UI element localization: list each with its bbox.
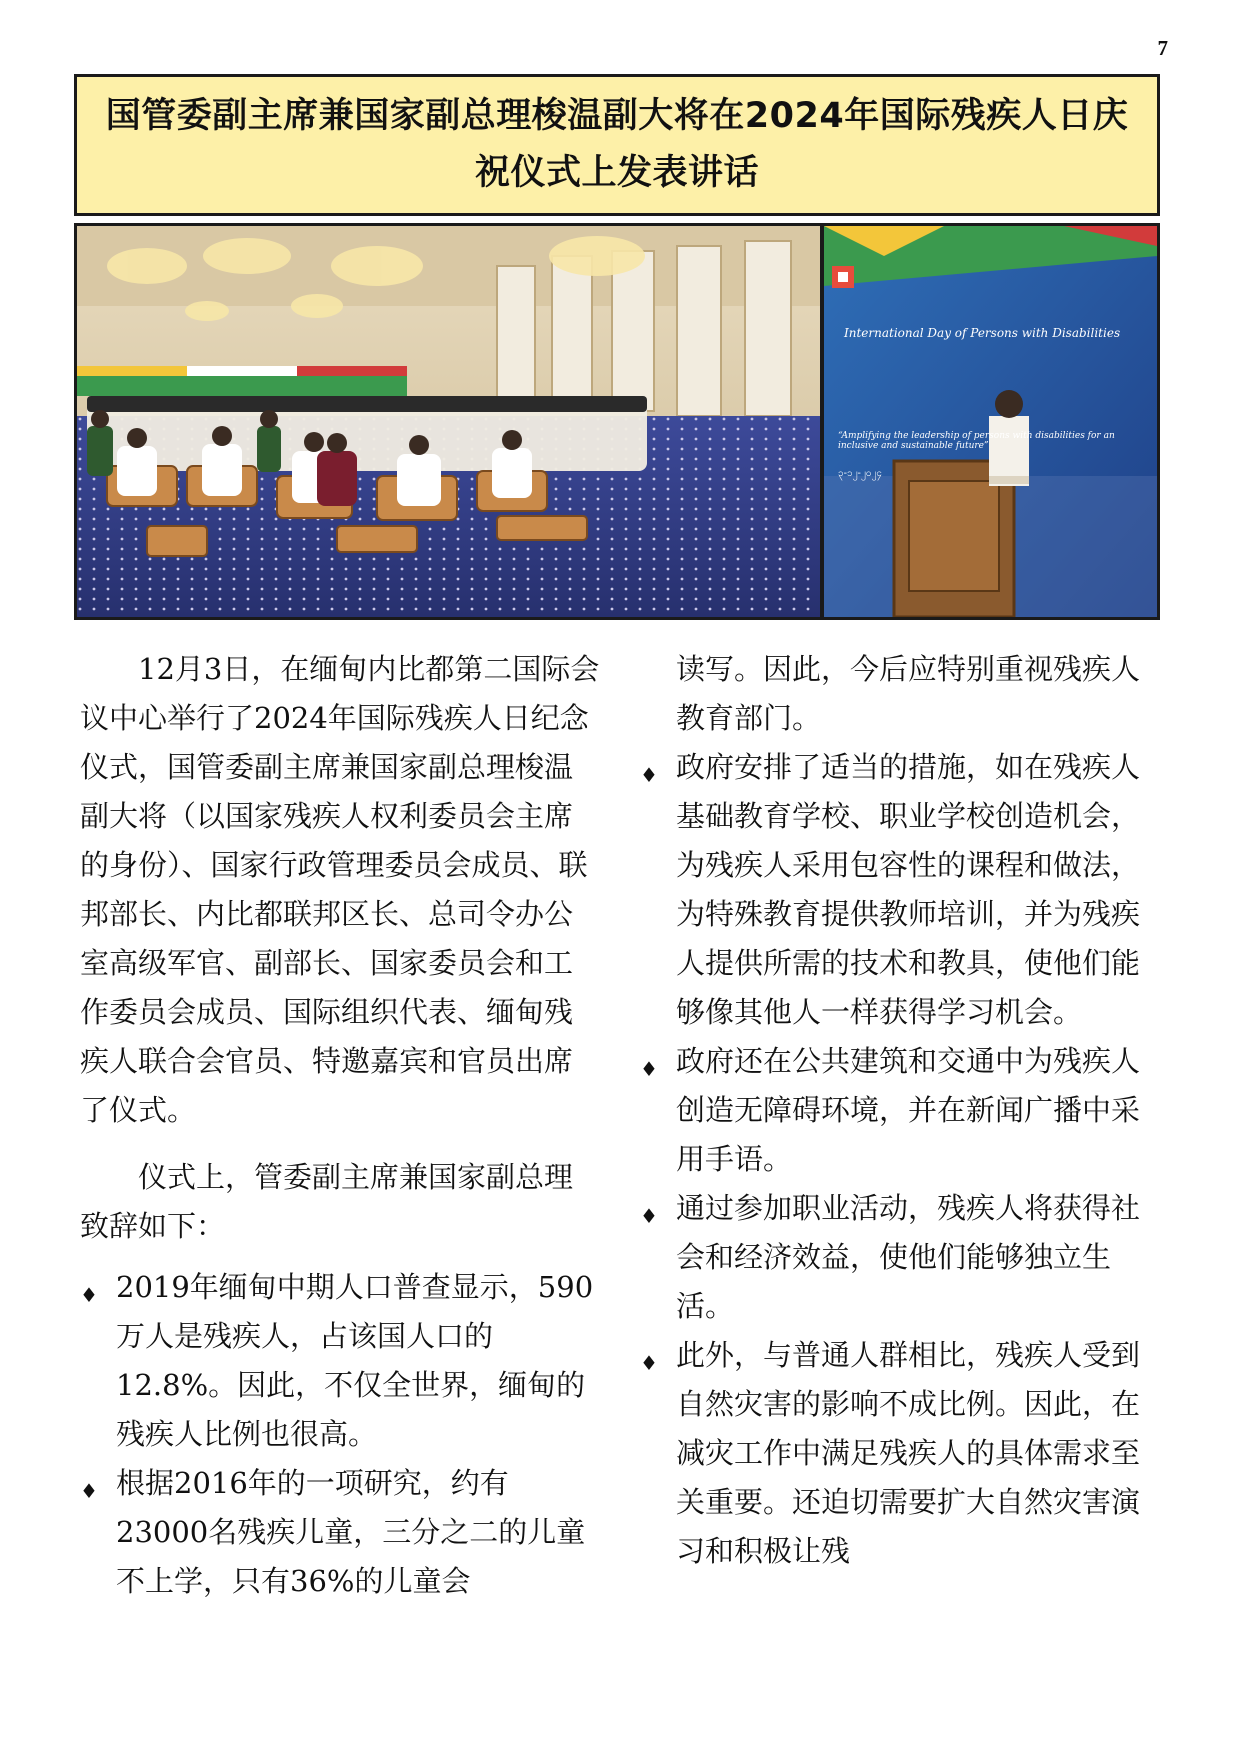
list-item	[640, 1037, 1160, 1184]
bullet-diamond-icon: ♦	[640, 763, 658, 787]
headline-box	[74, 74, 1160, 216]
speaker-stage-photo	[824, 226, 1157, 617]
speech-intro-paragraph: 仪式上，管委副主席兼国家副总理致辞如下：	[80, 1160, 574, 1243]
bullet-list-right	[640, 743, 1160, 1576]
banner-date: ၃-၁၂-၂၀၂၄	[838, 468, 882, 479]
bullet-diamond-icon: ♦	[640, 1057, 658, 1081]
article-column-left	[80, 645, 600, 1606]
continued-bullet-text: 读写。因此，今后应特别重视残疾人教育部门。	[676, 652, 1141, 735]
bullet-diamond-icon: ♦	[640, 1351, 658, 1375]
list-item	[640, 743, 1160, 1037]
article-column-right	[640, 645, 1160, 1576]
bullet-diamond-icon: ♦	[80, 1479, 98, 1503]
headline-title: 国管委副主席兼国家副总理梭温副大将在2024年国际残疾人日庆祝仪式上发表讲话	[105, 96, 1129, 193]
list-item	[640, 1184, 1160, 1331]
list-item-text: 政府还在公共建筑和交通中为残疾人创造无障碍环境，并在新闻广播中采用手语。	[676, 1044, 1141, 1176]
list-item-text: 此外，与普通人群相比，残疾人受到自然灾害的影响不成比例。因此，在减灾工作中满足残疾人的具体需求至关重要。还迫切需要扩大自然灾害演习和积极让残	[676, 1338, 1141, 1568]
intro-paragraph: 12月3日，在缅甸内比都第二国际会议中心举行了2024年国际残疾人日纪念仪式，国管委副主席兼国家副总理梭温副大将（以国家残疾人权利委员会主席的身份）、国家行政管理委员会成员、联邦部长、内比都联邦区长、总司令办公室高级军官、副部长、国家委员会和工作委员会成员、国际组织代表、缅甸残疾人联合会官员、特邀嘉宾和官员出席了仪式。	[80, 652, 600, 1127]
list-item-text: 根据2016年的一项研究，约有23000名残疾儿童，三分之二的儿童不上学，只有36%的儿童会	[116, 1466, 586, 1598]
list-item	[80, 1459, 600, 1606]
banner-title-en: International Day of Persons with Disabilities	[844, 326, 1121, 340]
ceremony-hall-photo	[77, 226, 820, 617]
list-item	[640, 1331, 1160, 1576]
banner-quote-en: “Amplifying the leadership of persons with disabilities for an inclusive and sustainable future”	[838, 431, 1115, 451]
ceremony-hall-illustration	[77, 226, 820, 617]
speaker-stage-illustration	[824, 226, 1157, 617]
bullet-list-left	[80, 1263, 600, 1606]
list-item-text: 政府安排了适当的措施，如在残疾人基础教育学校、职业学校创造机会，为残疾人采用包容性的课程和做法，为特殊教育提供教师培训，并为残疾人提供所需的技术和教具，使他们能够像其他人一样获得学习机会。	[676, 750, 1141, 1029]
page-number: 7	[1157, 36, 1168, 60]
list-item-text: 通过参加职业活动，残疾人将获得社会和经济效益，使他们能够独立生活。	[676, 1191, 1141, 1323]
list-item	[80, 1263, 600, 1459]
photo-strip	[74, 223, 1160, 620]
bullet-diamond-icon: ♦	[80, 1283, 98, 1307]
list-item-text: 2019年缅甸中期人口普查显示，590万人是残疾人，占该国人口的12.8%。因此，不仅全世界，缅甸的残疾人比例也很高。	[116, 1270, 594, 1451]
bullet-diamond-icon: ♦	[640, 1204, 658, 1228]
